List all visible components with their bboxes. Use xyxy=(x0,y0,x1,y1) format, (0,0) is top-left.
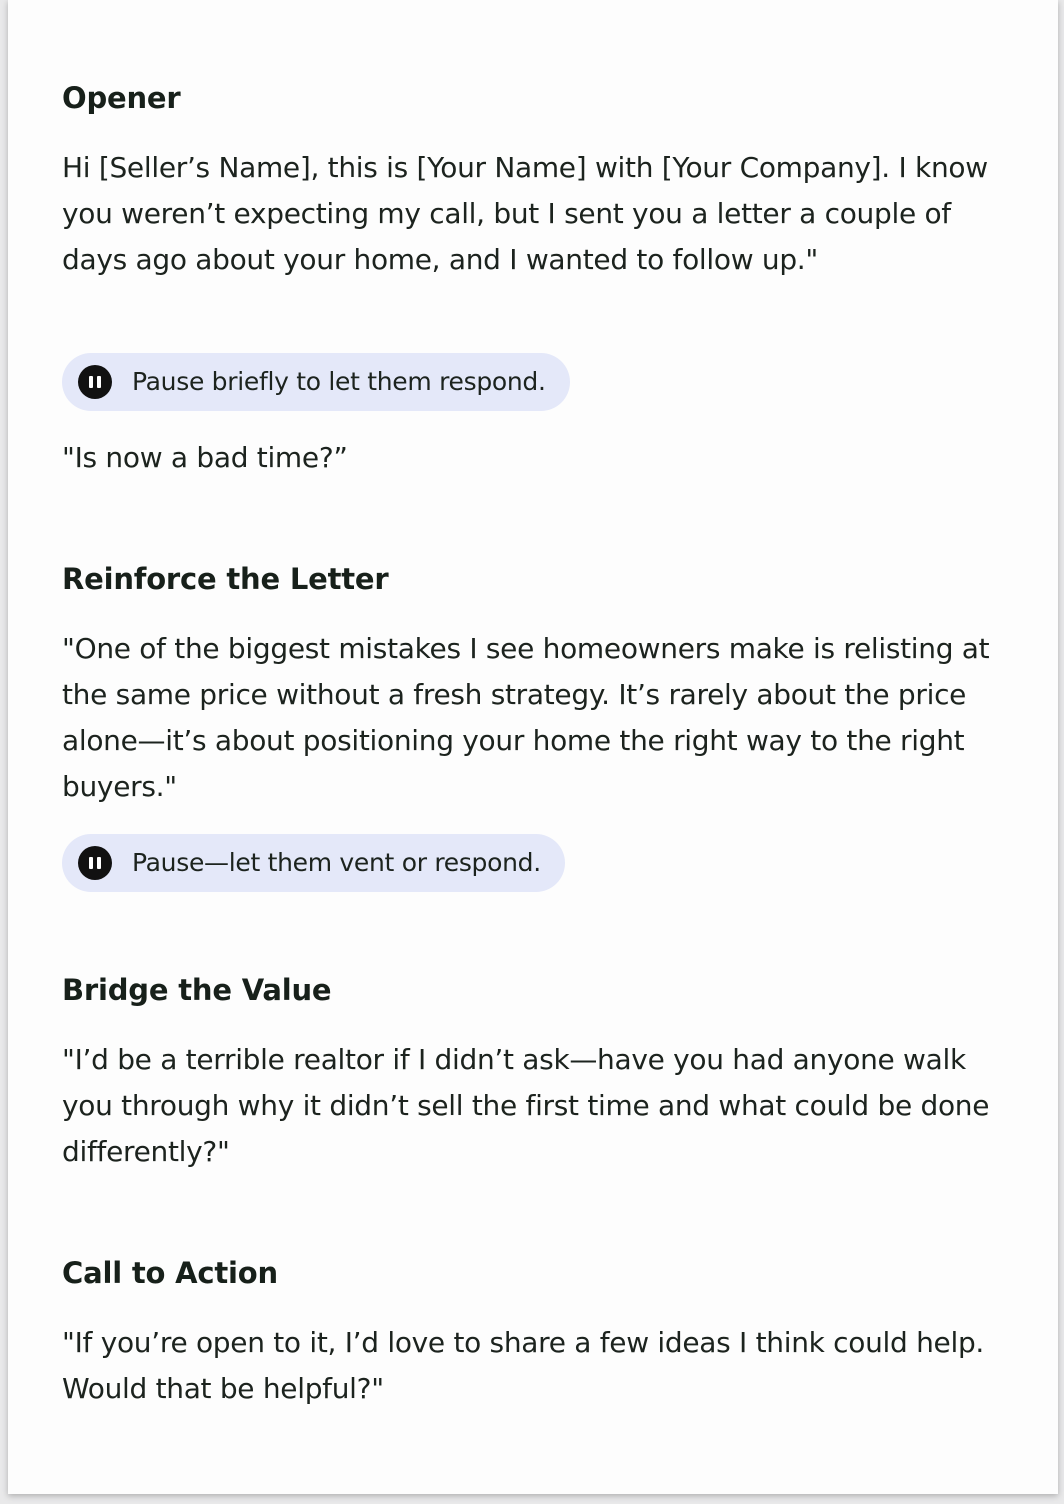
pause-note xyxy=(62,353,570,411)
section-heading: Bridge the Value xyxy=(62,973,332,1007)
section-heading: Call to Action xyxy=(62,1256,278,1290)
section-bridge xyxy=(62,972,1022,1008)
pause-icon xyxy=(78,365,112,399)
script-card xyxy=(8,0,1058,1494)
section-reinforce-body xyxy=(62,626,1022,810)
section-opener-body xyxy=(62,145,1022,283)
script-text: "If you’re open to it, I’d love to share a few ideas I think could help. Would that be helpful?" xyxy=(62,1326,985,1405)
section-heading: Reinforce the Letter xyxy=(62,562,389,596)
section-heading: Opener xyxy=(62,81,181,115)
section-reinforce xyxy=(62,561,1022,597)
pause-icon xyxy=(78,846,112,880)
section-cta-body xyxy=(62,1320,1022,1412)
script-text: "One of the biggest mistakes I see homeowners make is relisting at the same price without a fresh strategy. It’s rarely about the price alone—it’s about positioning your home the right way to the right buyers." xyxy=(62,632,990,803)
section-opener-followup xyxy=(62,435,1022,481)
script-text: Hi [Seller’s Name], this is [Your Name] with [Your Company]. I know you weren’t expecting my call, but I sent you a letter a couple of days ago about your home, and I wanted to follow up." xyxy=(62,151,988,276)
section-opener xyxy=(62,80,1022,116)
pause-note xyxy=(62,834,565,892)
section-cta xyxy=(62,1255,1022,1291)
pause-note-text: Pause briefly to let them respond. xyxy=(132,367,546,396)
script-followup-text: "Is now a bad time?” xyxy=(62,441,348,474)
pause-note-text: Pause—let them vent or respond. xyxy=(132,848,541,877)
script-text: "I’d be a terrible realtor if I didn’t ask—have you had anyone walk you through why it didn’t sell the first time and what could be done differently?" xyxy=(62,1043,990,1168)
section-bridge-body xyxy=(62,1037,1022,1175)
